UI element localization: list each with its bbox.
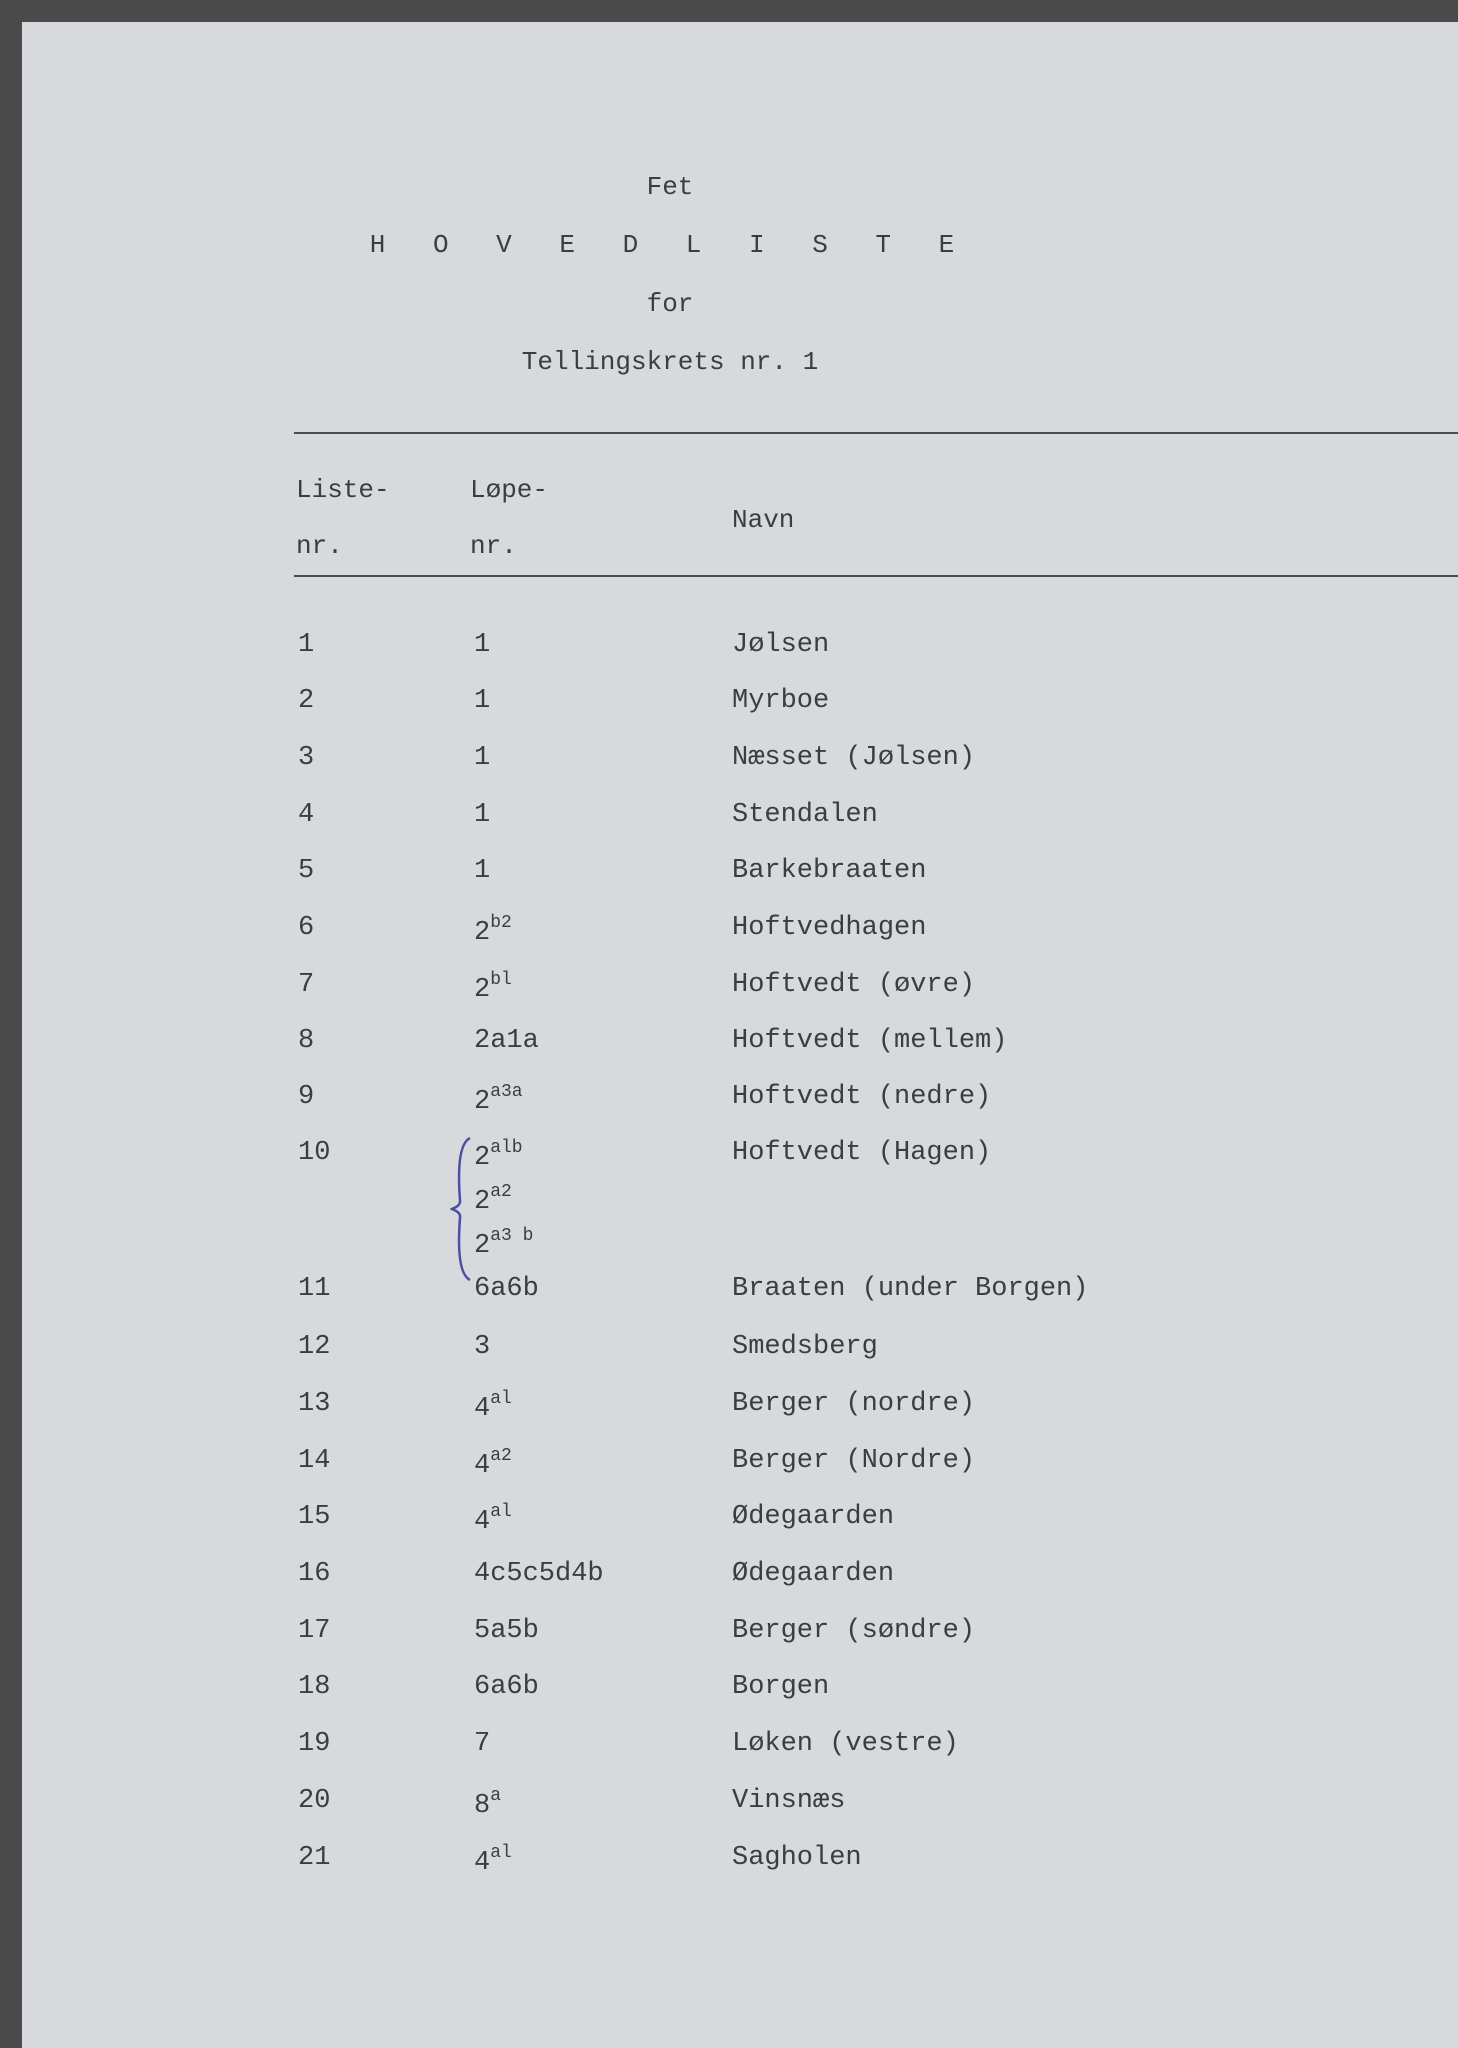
lope-nr-sup: a3a (490, 1082, 523, 1102)
lope-nr (474, 1026, 539, 1056)
column-liste-nr: Liste- nr. (296, 475, 390, 561)
farm-name: Berger (Nordre) (732, 1446, 976, 1476)
lope-nr (474, 1332, 490, 1362)
lope-nr-sup: al (490, 1843, 512, 1863)
lope-nr (474, 1446, 512, 1481)
farm-name: Myrboe (732, 686, 830, 716)
lope-nr-sup: a (490, 1786, 502, 1806)
table-row (22, 1672, 1458, 1728)
table-row (22, 1843, 1458, 1899)
table-row (22, 1332, 1458, 1388)
liste-nr: 8 (298, 1026, 315, 1056)
lope-nr-base: 6a6b (474, 1672, 539, 1702)
farm-name: Braaten (under Borgen) (732, 1274, 1089, 1304)
liste-nr: 14 (298, 1446, 331, 1476)
liste-nr: 9 (298, 1082, 315, 1112)
table-row (22, 630, 1458, 686)
lope-nr (474, 1274, 539, 1304)
liste-nr: 4 (298, 800, 315, 830)
lope-nr-base: 2a1a (474, 1026, 539, 1056)
lope-nr-row10 (474, 1226, 533, 1261)
lope-nr-base: 2 (474, 1087, 491, 1117)
lope-nr-base: 4c5c5d4b (474, 1559, 604, 1589)
table-row (22, 1274, 1458, 1330)
farm-name: Hoftvedhagen (732, 913, 927, 943)
lope-nr (474, 856, 490, 886)
lope-nr-base: 2 (474, 975, 491, 1005)
farm-name: Hoftvedt (nedre) (732, 1082, 992, 1112)
lope-nr-base: 2 (474, 1187, 491, 1217)
liste-nr: 18 (298, 1672, 331, 1702)
farm-name: Barkebraaten (732, 856, 927, 886)
lope-nr-row10 (474, 1182, 512, 1217)
lope-nr-sup: a2 (490, 1446, 512, 1466)
table-row (22, 913, 1458, 969)
lope-nr-sup: alb (490, 1138, 523, 1158)
top-rule (294, 432, 1458, 434)
lope-nr-base: 4 (474, 1507, 491, 1537)
lope-nr-sup: al (490, 1389, 512, 1409)
lope-nr-base: 5a5b (474, 1616, 539, 1646)
table-row (22, 970, 1458, 1026)
document-page (22, 22, 1458, 2048)
header-rule (294, 575, 1458, 577)
table-row (22, 1138, 1458, 1194)
table-row (22, 1389, 1458, 1445)
lope-nr-base: 4 (474, 1848, 491, 1878)
farm-name: Jølsen (732, 630, 830, 660)
farm-name: Ødegaarden (732, 1559, 895, 1589)
liste-nr: 15 (298, 1502, 331, 1532)
lope-nr (474, 1389, 512, 1424)
lope-nr (474, 1616, 539, 1646)
column-lope-nr: Løpe- nr. (470, 475, 549, 561)
liste-nr: 20 (298, 1786, 331, 1816)
farm-name: Hoftvedt (mellem) (732, 1026, 1008, 1056)
table-row (22, 743, 1458, 799)
table-row (22, 1082, 1458, 1138)
lope-nr (474, 1729, 490, 1759)
liste-nr: 1 (298, 630, 315, 660)
title-for: for (646, 289, 694, 319)
lope-nr-sup: b2 (490, 913, 512, 933)
lope-nr-base: 2 (474, 1143, 491, 1173)
lope-nr-base: 6a6b (474, 1274, 539, 1304)
lope-nr-sup: bl (490, 970, 512, 990)
liste-nr: 16 (298, 1559, 331, 1589)
farm-name: Ødegaarden (732, 1502, 895, 1532)
farm-name: Løken (vestre) (732, 1729, 959, 1759)
table-row (22, 686, 1458, 742)
table-row (22, 1729, 1458, 1785)
lope-nr-base: 2 (474, 918, 491, 948)
lope-nr-base: 1 (474, 800, 491, 830)
lope-nr (474, 970, 512, 1005)
column-navn: Navn (732, 505, 795, 535)
page-title: H O V E D L I S T E (369, 230, 971, 260)
table-row (22, 1446, 1458, 1502)
lope-nr-row10 (474, 1138, 523, 1173)
lope-nr-base: 1 (474, 686, 491, 716)
lope-nr-base: 4 (474, 1451, 491, 1481)
liste-nr: 7 (298, 970, 315, 1000)
lope-nr-base: 2 (474, 1231, 491, 1261)
liste-nr: 21 (298, 1843, 331, 1873)
liste-nr: 19 (298, 1729, 331, 1759)
lope-nr (474, 800, 490, 830)
liste-nr: 5 (298, 856, 315, 886)
lope-nr-base: 4 (474, 1394, 491, 1424)
farm-name: Borgen (732, 1672, 830, 1702)
farm-name: Smedsberg (732, 1332, 878, 1362)
brace-mark (450, 1134, 474, 1284)
lope-nr (474, 1502, 512, 1537)
liste-nr: 17 (298, 1616, 331, 1646)
lope-nr (474, 1843, 512, 1878)
table-row (22, 1026, 1458, 1082)
farm-name: Sagholen (732, 1843, 862, 1873)
farm-name: Berger (nordre) (732, 1389, 976, 1419)
lope-nr (474, 630, 490, 660)
liste-nr: 3 (298, 743, 315, 773)
lope-nr-base: 8 (474, 1791, 491, 1821)
farm-name: Berger (søndre) (732, 1616, 976, 1646)
lope-nr-base: 7 (474, 1729, 491, 1759)
farm-name: Vinsnæs (732, 1786, 846, 1816)
table-row (22, 1616, 1458, 1672)
farm-name: Stendalen (732, 800, 878, 830)
liste-nr: 11 (298, 1274, 331, 1304)
liste-nr: 10 (298, 1138, 331, 1168)
lope-nr (474, 913, 512, 948)
table-row (22, 1786, 1458, 1842)
lope-nr (474, 1559, 604, 1589)
farm-name: Hoftvedt (øvre) (732, 970, 976, 1000)
lope-nr (474, 686, 490, 716)
lope-nr (474, 1672, 539, 1702)
lope-nr (474, 1082, 523, 1117)
liste-nr: 6 (298, 913, 315, 943)
place-name: Fet (646, 172, 694, 202)
liste-nr: 12 (298, 1332, 331, 1362)
lope-nr-base: 1 (474, 630, 491, 660)
lope-nr-base: 3 (474, 1332, 491, 1362)
farm-name: Hoftvedt (Hagen) (732, 1138, 992, 1168)
liste-nr: 13 (298, 1389, 331, 1419)
lope-nr (474, 743, 490, 773)
lope-nr (474, 1786, 501, 1821)
lope-nr-sup: al (490, 1502, 512, 1522)
lope-nr-sup: a3 b (490, 1226, 534, 1246)
subtitle: Tellingskrets nr. 1 (521, 347, 819, 377)
lope-nr-base: 1 (474, 743, 491, 773)
table-row (22, 1502, 1458, 1558)
lope-nr-base: 1 (474, 856, 491, 886)
table-row (22, 856, 1458, 912)
farm-name: Næsset (Jølsen) (732, 743, 976, 773)
table-row (22, 1559, 1458, 1615)
lope-nr-sup: a2 (490, 1182, 512, 1202)
table-row (22, 800, 1458, 856)
liste-nr: 2 (298, 686, 315, 716)
